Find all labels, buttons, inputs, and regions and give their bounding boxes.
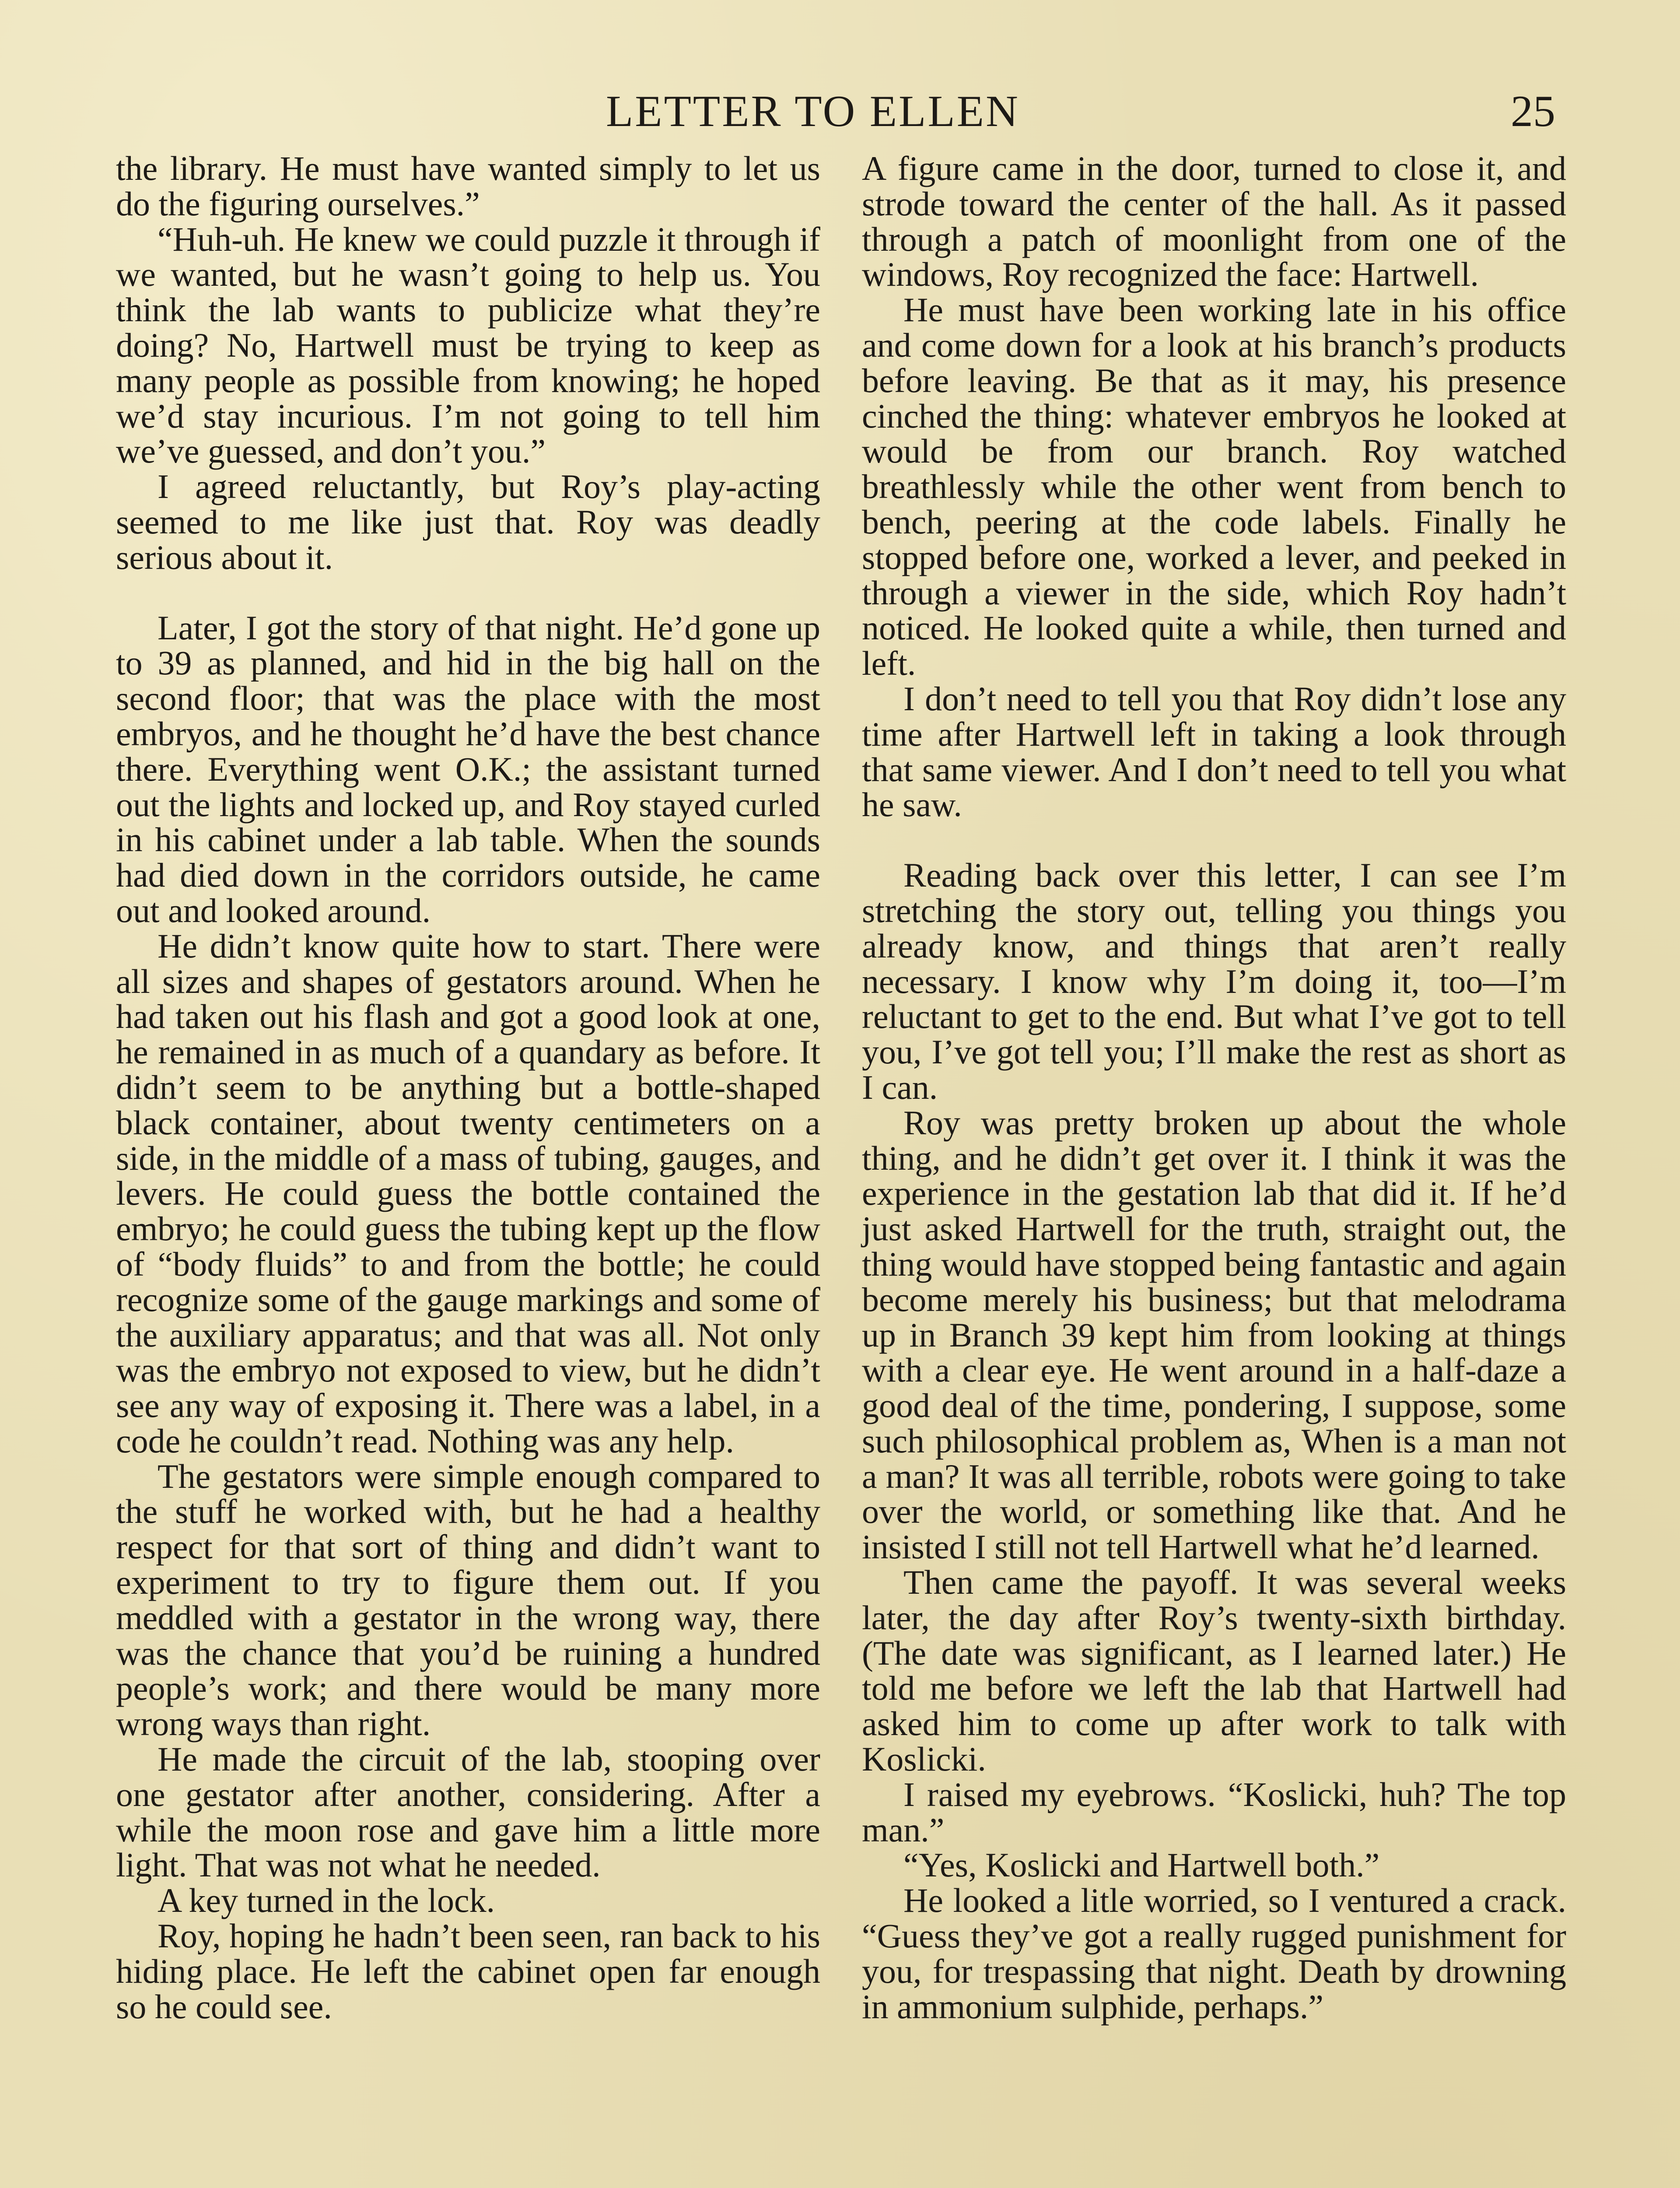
paragraph: I agreed reluctantly, but Roy’s play-acting seemed to me like just that. Roy was deadly serious about it. bbox=[116, 467, 820, 576]
page-header bbox=[112, 81, 1555, 142]
paragraph: the library. He must have wanted simply to let us do the figuring ourselves.” bbox=[116, 149, 820, 223]
paragraph: Then came the payoff. It was several weeks later, the day after Roy’s twenty-sixth birthday. (The date was significant, as I learned later.) He told me before we left the lab that Hartwell had asked him to come up after work to talk with Koslicki. bbox=[862, 1563, 1566, 1778]
paragraph: A figure came in the door, turned to close it, and strode toward the center of the hall. As it passed through a patch of moonlight from one of the windows, Roy recognized the face: Hartwell. bbox=[862, 149, 1566, 294]
paragraph: I raised my eyebrows. “Koslicki, huh? The top man.” bbox=[862, 1775, 1566, 1849]
left-column bbox=[116, 151, 820, 2024]
paragraph: He looked a litle worried, so I ventured a crack. “Guess they’ve got a really rugged punishment for you, for trespassing that night. Death by drowning in ammonium sulphide, perhaps.” bbox=[862, 1881, 1566, 2026]
paragraph: A key turned in the lock. bbox=[158, 1881, 495, 1920]
right-column bbox=[862, 151, 1566, 2024]
paragraph: Roy was pretty broken up about the whole thing, and he didn’t get over it. I think it was the experience in the gestation lab that did it. If he’d just asked Hartwell for the truth, straight out, the thing would have stopped being fantastic and again become merely his business; but that melodrama up in Branch 39 kept him from looking at things with a clear eye. He went around in a half-daze a good deal of the time, pondering, I suppose, some such philosophical problem as, When is a man not a man? It was all terrible, robots were going to take over the world, or something like that. And he insisted I still not tell Hartwell what he’d learned. bbox=[862, 1103, 1566, 1566]
paragraph: Reading back over this letter, I can see I’m stretching the story out, telling you things you already know, and things that aren’t really necessary. I know why I’m doing it, too—I’m reluctant to get to the end. But what I’ve got to tell you, I’ve got tell you; I’ll make the rest as short as I can. bbox=[862, 856, 1566, 1106]
paragraph: Later, I got the story of that night. He’d gone up to 39 as planned, and hid in the big hall on the second floor; that was the place with the most embryos, and he thought he’d have the best chance there. Everything went O.K.; the assistant turned out the lights and locked up, and Roy stayed curled in his cabinet under a lab table. When the sounds had died down in the corridors outside, he came out and looked around. bbox=[116, 608, 820, 929]
paragraph: “Yes, Koslicki and Hartwell both.” bbox=[903, 1846, 1380, 1884]
paragraph: I don’t need to tell you that Roy didn’t lose any time after Hartwell left in taking a look through that same viewer. And I don’t need to tell you what he saw. bbox=[862, 679, 1566, 824]
paragraph: He didn’t know quite how to start. There were all sizes and shapes of gestators around. When he had taken out his flash and got a good look at one, he remained in as much of a quandary as before. It didn’t seem to be anything but a bottle-shaped black container, about twenty centimeters on a side, in the middle of a mass of tubing, gauges, and levers. He could guess the bottle contained the embryo; he could guess the tubing kept up the flow of “body fluids” to and from the bottle; he could recognize some of the gauge markings and some of the auxiliary apparatus; and that was all. Not only was the embryo not exposed to view, but he didn’t see any way of exposing it. There was a label, in a code he couldn’t read. Nothing was any help. bbox=[116, 926, 820, 1460]
paragraph: He made the circuit of the lab, stooping over one gestator after another, considering. After a while the moon rose and gave him a little more light. That was not what he needed. bbox=[116, 1740, 820, 1884]
page-number: 25 bbox=[1511, 87, 1555, 136]
paragraph: Roy, hoping he hadn’t been seen, ran back to his hiding place. He left the cabinet open far enough so he could see. bbox=[116, 1917, 820, 2026]
paragraph: He must have been working late in his office and come down for a look at his branch’s products before leaving. Be that as it may, his presence cinched the thing: whatever embryos he looked at would be from our branch. Roy watched breathlessly while the other went from bench to bench, peering at the code labels. Finally he stopped before one, worked a lever, and peeked in through a viewer in the side, which Roy hadn’t noticed. He looked quite a while, then turned and left. bbox=[862, 291, 1566, 683]
running-title: LETTER TO ELLEN bbox=[606, 87, 1020, 136]
paragraph: The gestators were simple enough compared to the stuff he worked with, but he had a healthy respect for that sort of thing and didn’t want to experiment to try to figure them out. If you meddled with a gestator in the wrong way, there was the chance that you’d be ruining a hundred people’s work; and there would be many more wrong ways than right. bbox=[116, 1457, 820, 1743]
paragraph: “Huh-uh. He knew we could puzzle it through if we wanted, but he wasn’t going to help us. You think the lab wants to publicize what they’re doing? No, Hartwell must be trying to keep as many people as possible from knowing; he hoped we’d stay incurious. I’m not going to tell him we’ve guessed, and don’t you.” bbox=[116, 220, 820, 470]
